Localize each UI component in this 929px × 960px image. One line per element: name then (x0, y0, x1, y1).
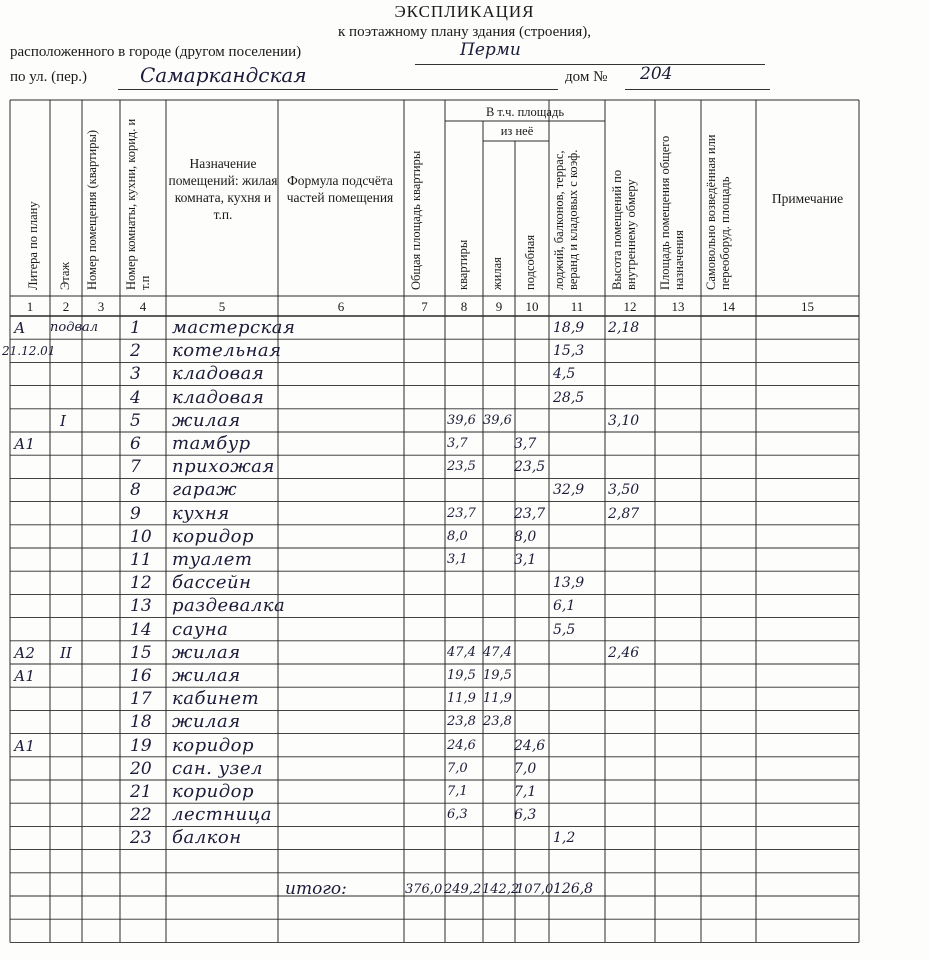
cell-living-area: 11,9 (483, 691, 512, 707)
col-number-10: 10 (525, 299, 539, 314)
cell-apartment-area: 3,7 (447, 436, 468, 451)
document-title: ЭКСПЛИКАЦИЯ (394, 2, 535, 21)
cell-apartment-area: 23,7 (447, 505, 476, 521)
totals-loggia-area: 126,8 (553, 881, 594, 897)
cell-room-number: 13 (130, 596, 152, 617)
cell-litera: А1 (14, 435, 35, 453)
cell-loggia-area: 4,5 (553, 366, 576, 383)
cell-room-purpose: балкон (172, 827, 242, 849)
col-header-apartment: Номер помещения (квартиры) (85, 129, 99, 290)
cell-height: 2,87 (608, 505, 640, 522)
cell-room-number: 12 (130, 573, 152, 594)
cell-room-purpose: кабинет (172, 688, 260, 710)
cell-floor: II (60, 643, 72, 662)
cell-room-number: 4 (130, 387, 141, 408)
cell-room-purpose: коридор (172, 781, 254, 802)
cell-room-purpose: жилая (172, 409, 241, 431)
cell-apartment-area: 8,0 (447, 528, 468, 544)
col-number-5: 5 (218, 299, 226, 314)
col-number-14: 14 (722, 299, 735, 314)
cell-apartment-area: 6,3 (447, 807, 468, 823)
house-label: дом № (565, 69, 608, 85)
totals-total-area: 376,0 (405, 882, 443, 897)
cell-room-number: 11 (130, 550, 152, 570)
cell-apartment-area: 23,5 (447, 459, 476, 475)
cell-room-number: 6 (130, 434, 141, 454)
totals-apartment-area: 249,2 (444, 882, 482, 897)
col-header-including-area: В т.ч. площадь (485, 105, 565, 119)
cell-room-number: 23 (130, 828, 152, 849)
cell-litera: 21.12.01 (2, 344, 56, 359)
col-header-living: жилая (490, 257, 504, 290)
cell-litera: А1 (14, 736, 35, 755)
cell-height: 3,10 (608, 412, 640, 429)
cell-loggia-area: 15,3 (553, 343, 585, 360)
cell-room-number: 3 (130, 364, 141, 385)
cell-room-number: 19 (130, 735, 152, 756)
cell-room-number: 10 (130, 526, 152, 547)
col-number-1: 1 (26, 299, 34, 314)
cell-room-number: 18 (130, 712, 152, 733)
col-header-litera: Литера по плану (26, 201, 40, 290)
cell-room-number: 2 (130, 341, 141, 362)
col-number-4: 4 (139, 299, 147, 314)
cell-room-number: 22 (130, 805, 152, 826)
cell-room-purpose: коридор (172, 734, 254, 756)
cell-loggia-area: 13,9 (553, 575, 585, 592)
cell-room-number: 5 (130, 410, 141, 431)
col-header-apartment-area: квартиры (456, 239, 470, 290)
col-header-common-area: Площадь помещения общего назначения (658, 135, 686, 290)
cell-apartment-area: 24,6 (447, 737, 476, 753)
col-header-loggias: лоджий, балконов, террас, веранд и кладовых с коэф. (552, 149, 580, 290)
col-header-total-area: Общая площадь квартиры (409, 150, 423, 290)
col-number-11: 11 (570, 299, 584, 314)
cell-room-purpose: сауна (172, 618, 229, 640)
cell-height: 2,18 (608, 320, 640, 336)
cell-room-number: 14 (130, 619, 152, 640)
cell-utility-area: 24,6 (514, 737, 546, 754)
cell-room-number: 21 (130, 782, 152, 802)
totals-utility-area: 107,0 (516, 882, 554, 897)
cell-utility-area: 7,0 (514, 760, 537, 777)
cell-room-purpose: туалет (172, 549, 253, 570)
cell-litera: А (14, 319, 26, 337)
col-number-9: 9 (495, 299, 503, 314)
cell-apartment-area: 7,0 (447, 760, 468, 776)
col-header-utility: подсобная (523, 234, 537, 290)
cell-loggia-area: 28,5 (553, 389, 585, 406)
totals-label: итого: (285, 879, 347, 899)
cell-apartment-area: 3,1 (447, 552, 468, 567)
cell-living-area: 23,8 (483, 714, 512, 730)
cell-utility-area: 6,3 (514, 807, 537, 824)
totals-living-area: 142,2 (482, 882, 520, 897)
cell-loggia-area: 5,5 (553, 621, 576, 638)
cell-utility-area: 7,1 (514, 784, 537, 800)
cell-room-purpose: раздевалка (172, 595, 286, 617)
cell-room-purpose: кладовая (172, 386, 265, 408)
col-number-3: 3 (97, 299, 105, 314)
cell-room-purpose: гараж (172, 479, 238, 501)
cell-room-purpose: жилая (172, 665, 241, 686)
col-number-12: 12 (623, 299, 637, 314)
cell-room-number: 7 (130, 457, 141, 478)
cell-utility-area: 23,5 (514, 459, 546, 476)
document-subtitle: к поэтажному плану здания (строения), (338, 24, 591, 40)
cell-utility-area: 3,7 (514, 436, 537, 452)
cell-room-number: 16 (130, 666, 152, 686)
cell-living-area: 19,5 (483, 668, 512, 683)
col-header-unauthorized: Самовольно возведённая или переоборуд. площадь (704, 134, 732, 290)
cell-apartment-area: 39,6 (447, 412, 476, 428)
col-header-floor: Этаж (58, 261, 72, 290)
cell-room-purpose: прихожая (172, 456, 275, 478)
cell-room-purpose: лестница (172, 804, 273, 826)
cell-height: 3,50 (608, 482, 640, 499)
col-header-remarks: Примечание (771, 191, 844, 206)
col-header-purpose: Назначение помещений: жилая комната, кухня и т.п. (168, 156, 278, 222)
cell-room-purpose: сан. узел (172, 757, 263, 779)
cell-room-purpose: жилая (172, 641, 241, 663)
cell-floor: подвал (50, 320, 99, 335)
cell-apartment-area: 7,1 (447, 784, 468, 799)
cell-room-purpose: кладовая (172, 363, 265, 385)
cell-loggia-area: 1,2 (553, 830, 576, 847)
col-number-6: 6 (337, 299, 345, 314)
col-number-7: 7 (421, 299, 428, 314)
cell-apartment-area: 11,9 (447, 691, 476, 707)
col-number-15: 15 (801, 299, 814, 314)
cell-loggia-area: 32,9 (553, 482, 585, 499)
cell-living-area: 39,6 (483, 412, 512, 428)
col-number-13: 13 (671, 299, 685, 314)
cell-litera: А2 (14, 643, 35, 662)
cell-room-purpose: жилая (172, 711, 241, 733)
cell-room-purpose: бассейн (172, 572, 252, 594)
cell-room-number: 9 (130, 503, 141, 524)
cell-room-number: 20 (130, 758, 152, 779)
col-header-room-number: Номер комнаты, кухни, корид. и т.п (124, 118, 152, 290)
cell-living-area: 47,4 (483, 644, 512, 660)
street-label: по ул. (пер.) (10, 69, 88, 85)
cell-utility-area: 3,1 (514, 552, 537, 568)
cell-utility-area: 23,7 (514, 505, 546, 522)
house-value: 204 (640, 64, 673, 84)
cell-room-number: 17 (130, 689, 152, 710)
col-header-of-which: из неё (500, 124, 534, 138)
col-number-8: 8 (460, 299, 468, 314)
cell-apartment-area: 23,8 (447, 714, 476, 730)
cell-room-purpose: тамбур (172, 433, 251, 454)
cell-height: 2,46 (608, 644, 640, 661)
cell-room-number: 8 (130, 480, 141, 501)
cell-loggia-area: 6,1 (553, 598, 576, 615)
cell-room-purpose: мастерская (172, 317, 296, 338)
cell-floor: I (60, 411, 66, 430)
cell-room-number: 1 (130, 318, 141, 338)
city-label: расположенного в городе (другом поселении) (10, 44, 302, 60)
cell-room-purpose: коридор (172, 525, 254, 547)
cell-loggia-area: 18,9 (553, 320, 585, 336)
cell-room-purpose: котельная (172, 340, 282, 362)
cell-litera: А1 (14, 667, 35, 685)
col-number-2: 2 (62, 299, 70, 314)
cell-apartment-area: 47,4 (447, 644, 476, 660)
cell-apartment-area: 19,5 (447, 668, 476, 683)
cell-room-purpose: кухня (172, 502, 230, 524)
cell-room-number: 15 (130, 642, 152, 663)
col-header-formula: Формула подсчёта частей помещения (286, 173, 394, 205)
col-header-height: Высота помещений по внутреннему обмеру (610, 169, 638, 290)
street-value: Самаркандская (140, 63, 307, 87)
city-value: Перми (460, 40, 521, 60)
cell-utility-area: 8,0 (514, 528, 537, 545)
